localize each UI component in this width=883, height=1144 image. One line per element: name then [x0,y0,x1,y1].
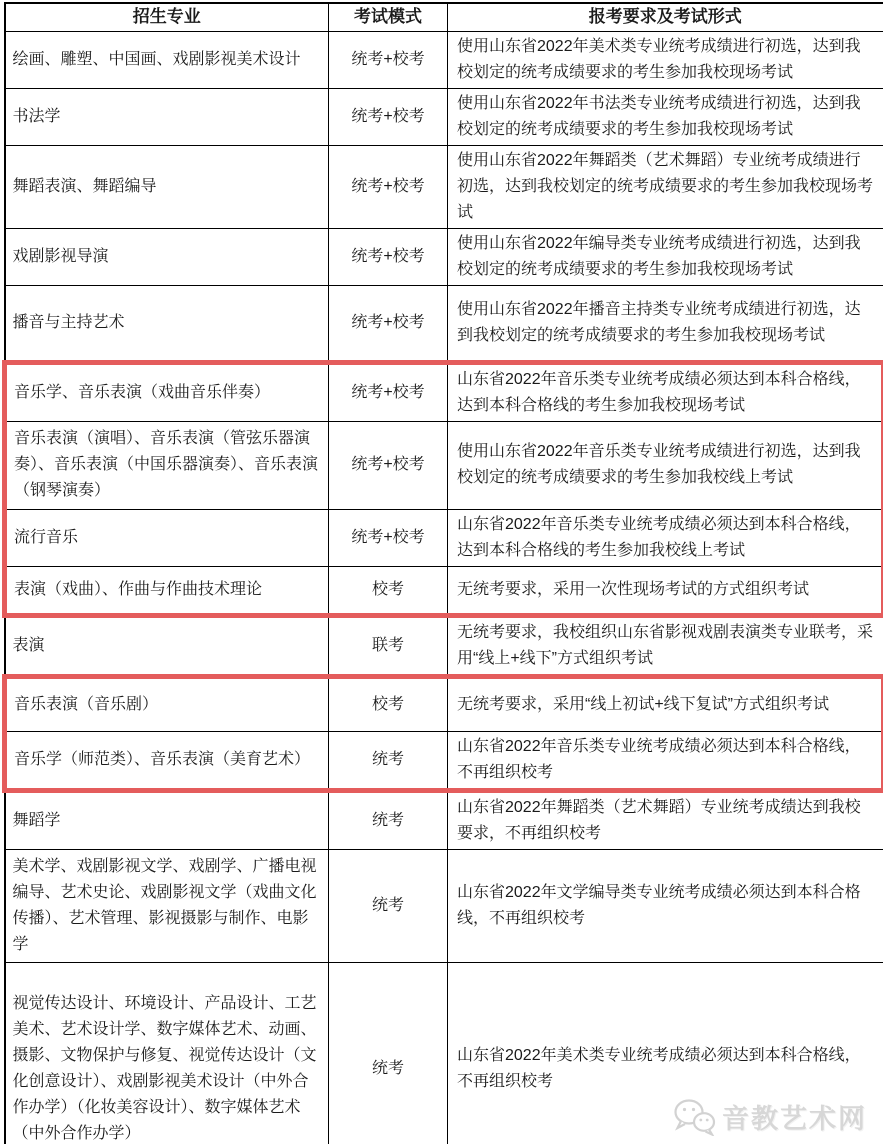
table-row [5,962,883,1144]
table-row [5,31,883,88]
mode-cell: 校考 [329,676,448,731]
requirement-cell: 无统考要求，采用“线上初试+线下复试”方式组织考试 [448,676,883,731]
requirement-cell: 使用山东省2022年音乐类专业统考成绩进行初选，达到我校划定的统考成绩要求的考生参加我校线上考试 [448,421,883,509]
requirement-cell: 山东省2022年文学编导类专业统考成绩必须达到本科合格线，不再组织校考 [448,849,883,962]
mode-cell: 统考 [329,790,448,849]
table-row [5,615,883,676]
admission-requirements-table [2,2,883,1144]
major-cell: 表演（戏曲）、作曲与作曲技术理论 [5,566,329,615]
requirement-cell: 使用山东省2022年美术类专业统考成绩进行初选，达到我校划定的统考成绩要求的考生参加我校现场考试 [448,31,883,88]
mode-cell: 统考+校考 [329,145,448,228]
major-cell: 戏剧影视导演 [5,228,329,285]
requirement-cell: 无统考要求，采用一次性现场考试的方式组织考试 [448,566,883,615]
table-row-highlighted [5,566,883,615]
major-cell: 音乐学（师范类）、音乐表演（美育艺术） [5,731,329,790]
column-header-requirement: 报考要求及考试形式 [448,3,883,31]
mode-cell: 统考+校考 [329,285,448,362]
mode-cell: 联考 [329,615,448,676]
table-row [5,285,883,362]
mode-cell: 统考+校考 [329,31,448,88]
major-cell: 音乐表演（演唱）、音乐表演（管弦乐器演奏）、音乐表演（中国乐器演奏）、音乐表演（钢琴演奏） [5,421,329,509]
major-cell: 舞蹈学 [5,790,329,849]
mode-cell: 统考 [329,849,448,962]
mode-cell: 统考 [329,962,448,1144]
requirement-cell: 无统考要求，我校组织山东省影视戏剧表演类专业联考，采用“线上+线下”方式组织考试 [448,615,883,676]
mode-cell: 统考+校考 [329,421,448,509]
table-row-highlighted [5,676,883,731]
mode-cell: 统考 [329,731,448,790]
requirement-cell: 山东省2022年舞蹈类（艺术舞蹈）专业统考成绩达到我校要求，不再组织校考 [448,790,883,849]
mode-cell: 校考 [329,566,448,615]
table-header-row [5,3,883,31]
major-cell: 音乐学、音乐表演（戏曲音乐伴奏） [5,362,329,421]
table-row [5,228,883,285]
table-row [5,849,883,962]
major-cell: 表演 [5,615,329,676]
requirement-cell: 山东省2022年音乐类专业统考成绩必须达到本科合格线，不再组织校考 [448,731,883,790]
mode-cell: 统考+校考 [329,509,448,566]
major-cell: 视觉传达设计、环境设计、产品设计、工艺美术、艺术设计学、数字媒体艺术、动画、摄影、文物保护与修复、视觉传达设计（文化创意设计）、戏剧影视美术设计（中外合作办学）（化妆美容设计）、数字媒体艺术（中外合作办学） [5,962,329,1144]
major-cell: 舞蹈表演、舞蹈编导 [5,145,329,228]
major-cell: 音乐表演（音乐剧） [5,676,329,731]
table-row-highlighted [5,362,883,421]
mode-cell: 统考+校考 [329,228,448,285]
table-row [5,145,883,228]
requirement-cell: 使用山东省2022年播音主持类专业统考成绩进行初选，达到我校划定的统考成绩要求的考生参加我校现场考试 [448,285,883,362]
mode-cell: 统考+校考 [329,88,448,145]
major-cell: 流行音乐 [5,509,329,566]
requirement-cell: 山东省2022年音乐类专业统考成绩必须达到本科合格线，达到本科合格线的考生参加我校线上考试 [448,509,883,566]
table-row-highlighted [5,731,883,790]
requirement-cell: 山东省2022年音乐类专业统考成绩必须达到本科合格线，达到本科合格线的考生参加我校现场考试 [448,362,883,421]
table-row-highlighted [5,421,883,509]
requirement-cell: 使用山东省2022年舞蹈类（艺术舞蹈）专业统考成绩进行初选，达到我校划定的统考成绩要求的考生参加我校现场考试 [448,145,883,228]
major-cell: 书法学 [5,88,329,145]
requirement-cell: 山东省2022年美术类专业统考成绩必须达到本科合格线，不再组织校考 [448,962,883,1144]
major-cell: 美术学、戏剧影视文学、戏剧学、广播电视编导、艺术史论、戏剧影视文学（戏曲文化传播）、艺术管理、影视摄影与制作、电影学 [5,849,329,962]
table-row [5,88,883,145]
major-cell: 播音与主持艺术 [5,285,329,362]
requirement-cell: 使用山东省2022年书法类专业统考成绩进行初选，达到我校划定的统考成绩要求的考生参加我校现场考试 [448,88,883,145]
table-row [5,790,883,849]
column-header-mode: 考试模式 [329,3,448,31]
table-row-highlighted [5,509,883,566]
watermark-text: 音教艺术网 [722,1104,867,1134]
mode-cell: 统考+校考 [329,362,448,421]
major-cell: 绘画、雕塑、中国画、戏剧影视美术设计 [5,31,329,88]
requirement-cell: 使用山东省2022年编导类专业统考成绩进行初选，达到我校划定的统考成绩要求的考生参加我校现场考试 [448,228,883,285]
column-header-major: 招生专业 [5,3,329,31]
